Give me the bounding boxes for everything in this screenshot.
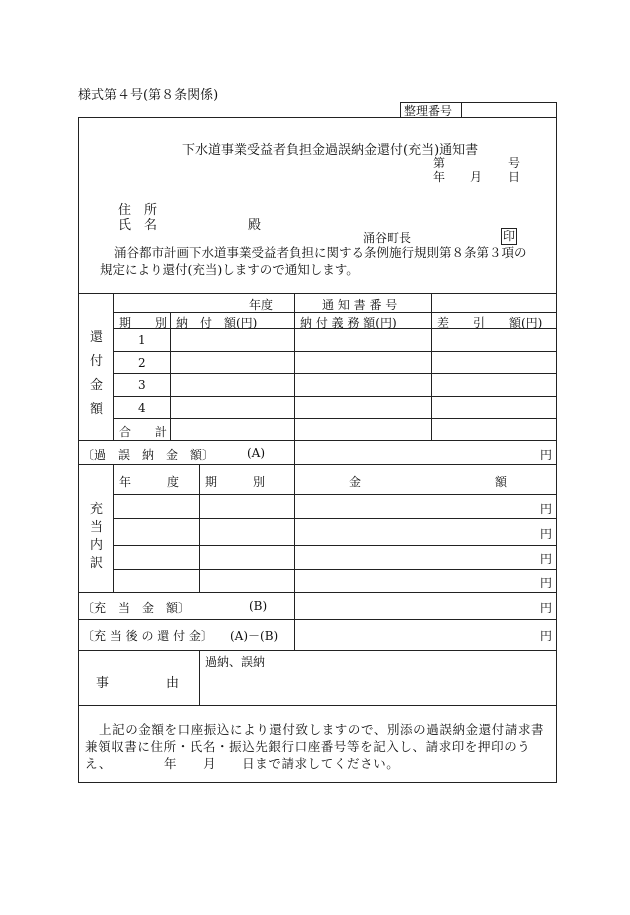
- notice-year: 年: [163, 756, 178, 771]
- allocation-side-label-1: 充: [90, 502, 104, 517]
- refund-side-label-2: 付: [90, 354, 104, 369]
- alloc-yen-4: 円: [540, 576, 553, 590]
- date-day: 日: [508, 170, 521, 184]
- allocated-yen: 円: [540, 601, 553, 615]
- allocated-label: 〔充 当 金 額〕: [82, 601, 191, 615]
- honorific: 殿: [248, 218, 262, 233]
- date-year: 年: [433, 170, 446, 184]
- notice-text: [85, 721, 550, 772]
- period-2: 2: [138, 356, 146, 370]
- reason-label-1: 事: [96, 676, 110, 691]
- name-label: 氏 名: [118, 218, 158, 233]
- allocated-code: (B): [249, 599, 268, 613]
- reason-value: 過納、誤納: [205, 655, 266, 669]
- allocation-side-label-3: 内: [90, 538, 104, 553]
- alloc-yen-3: 円: [540, 552, 553, 566]
- seal-mark: 印: [502, 229, 515, 243]
- form-number: 様式第４号(第８条関係): [78, 88, 219, 103]
- overpaid-label: 〔過 誤 納 金 額〕: [82, 448, 215, 462]
- after-label: 〔充 当 後 の 還 付 金〕: [82, 629, 213, 643]
- alloc-col-year: 年 度: [119, 475, 180, 489]
- date-month: 月: [470, 170, 483, 184]
- allocation-side-label-4: 訳: [90, 556, 104, 571]
- refund-side-label-4: 額: [90, 402, 104, 417]
- allocation-side-label-2: 当: [90, 520, 104, 535]
- col-period: 期 別: [119, 316, 168, 330]
- intro-text: 涌谷都市計画下水道事業受益者負担に関する条例施行規則第８条第３項の規定により還付(充当)しますので通知します。: [100, 245, 527, 277]
- overpaid-yen: 円: [540, 448, 553, 462]
- notice-tail: 日まで請求してください。: [242, 756, 400, 771]
- refund-side-label-3: 金: [90, 378, 104, 393]
- total-label: 合 計: [119, 425, 168, 439]
- issuer: 涌谷町長: [363, 231, 412, 245]
- alloc-col-period: 期 別: [205, 475, 266, 489]
- alloc-yen-1: 円: [540, 502, 553, 516]
- period-1: 1: [138, 333, 146, 347]
- period-4: 4: [138, 401, 146, 415]
- reason-label-2: 由: [166, 676, 180, 691]
- overpaid-code: (A): [247, 446, 266, 460]
- col-obligation: 納 付 義 務 額(円): [300, 316, 397, 330]
- number-prefix: 第: [433, 156, 446, 170]
- period-3: 3: [138, 378, 146, 392]
- reference-number-label: 整理番号: [404, 104, 453, 118]
- form-title: 下水道事業受益者負担金過誤納金還付(充当)通知書: [182, 143, 479, 158]
- header-notice-number: 通 知 書 番 号: [322, 298, 398, 312]
- col-difference: 差 引 額(円): [437, 316, 543, 330]
- notice-body: 上記の金額を口座振込により還付致しますので、別添の過誤納金還付請求書兼領収書に住所・氏名・振込先銀行口座番号等を記入し、請求印を押印のうえ、: [85, 722, 545, 771]
- after-code: (A)－(B): [230, 629, 279, 643]
- alloc-col-amount-2: 額: [495, 475, 508, 489]
- alloc-col-amount-1: 金: [349, 475, 362, 489]
- notice-month: 月: [203, 756, 217, 771]
- after-yen: 円: [540, 629, 553, 643]
- header-year: 年度: [249, 298, 274, 312]
- col-paid: 納 付 額(円): [176, 316, 258, 330]
- address-label: 住 所: [118, 203, 158, 218]
- refund-side-label-1: 還: [90, 330, 104, 345]
- number-suffix: 号: [508, 156, 521, 170]
- alloc-yen-2: 円: [540, 527, 553, 541]
